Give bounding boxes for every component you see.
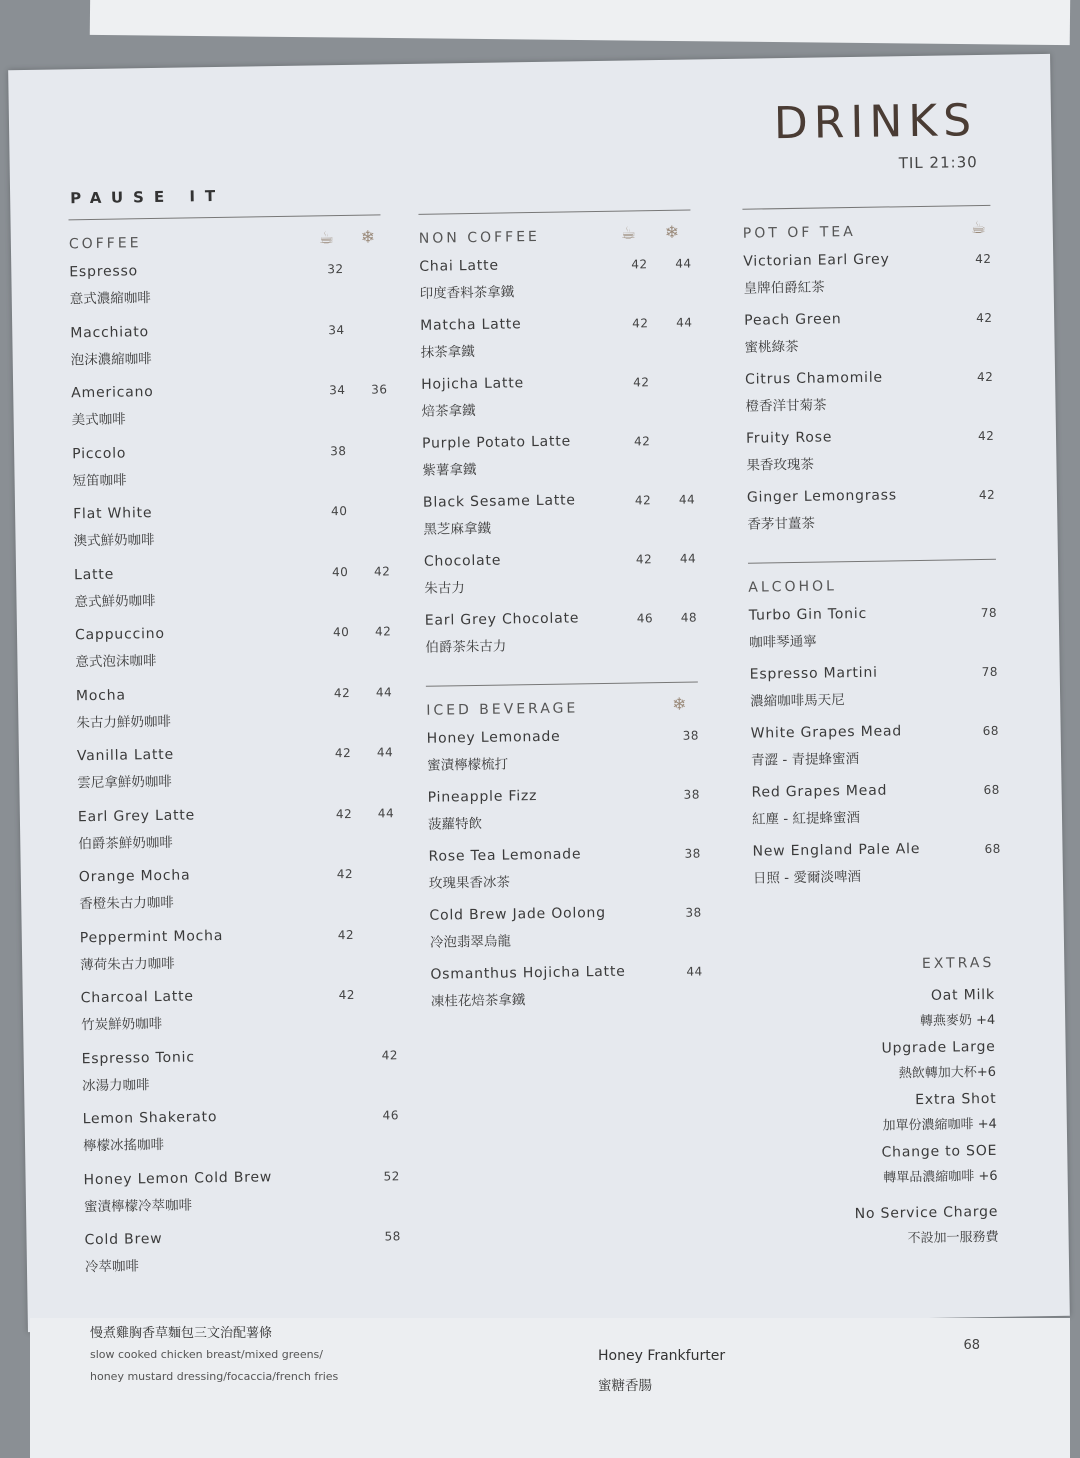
item-price: 38: [683, 787, 701, 802]
iced-price: 42: [381, 1047, 399, 1063]
item-name-zh: 伯爵茶朱古力: [425, 638, 507, 656]
food-item-name: Honey Frankfurter: [598, 1348, 726, 1364]
menu-item: [750, 659, 999, 722]
teapot-icon: ☕: [970, 217, 987, 239]
no-service-en: No Service Charge: [854, 1203, 999, 1223]
menu-item: [422, 428, 695, 491]
brand-logo: PAUSE IT: [70, 186, 226, 208]
alcohol-header: [748, 570, 996, 604]
item-name-zh: 澳式鮮奶咖啡: [73, 532, 155, 550]
menu-item: [71, 376, 388, 441]
menu-item: [70, 316, 383, 381]
item-name: Earl Grey Latte: [77, 806, 196, 825]
item-name-zh: 菠蘿特飲: [427, 815, 483, 833]
menu-item: [750, 718, 999, 781]
item-name: Lemon Shakerato: [82, 1109, 218, 1128]
menu-item: [743, 246, 992, 309]
extra-item: [736, 1091, 997, 1136]
item-name: Earl Grey Chocolate: [424, 610, 580, 629]
item-price: 42: [976, 310, 993, 326]
menu-item: [752, 836, 1001, 899]
iced-price: 44: [675, 256, 692, 271]
item-name-zh: 朱古力: [424, 580, 465, 597]
menu-item: [429, 899, 702, 962]
item-name: Charcoal Latte: [80, 988, 194, 1007]
iced-price: 44: [375, 684, 393, 700]
food-item-desc: honey mustard dressing/focaccia/french fries: [90, 1370, 339, 1383]
alcohol-list: [749, 600, 1002, 899]
divider: [69, 214, 381, 220]
item-name-zh: 香茅甘薑茶: [747, 515, 815, 533]
menu-item: [72, 437, 385, 502]
hot-price: 40: [331, 564, 349, 579]
item-name: White Grapes Mead: [750, 723, 903, 742]
hot-price: 42: [337, 927, 355, 942]
menu-item: [74, 618, 392, 683]
iced-beverage-header: [426, 693, 698, 727]
divider: [742, 205, 990, 210]
extra-item: [736, 1039, 997, 1084]
item-name: Citrus Chamomile: [744, 369, 884, 388]
item-name-zh: 短笛咖啡: [72, 471, 127, 489]
hot-price: 42: [334, 745, 352, 761]
item-name-zh: 伯爵茶鮮奶咖啡: [78, 834, 173, 852]
hot-price: 32: [327, 262, 344, 277]
extra-name: Upgrade Large: [881, 1038, 996, 1057]
menu-item: [79, 860, 392, 925]
pot-of-tea-list: [743, 246, 996, 545]
item-name: Black Sesame Latte: [422, 492, 576, 511]
item-name-zh: 青澀 - 青提蜂蜜酒: [750, 750, 860, 769]
coffee-header: [69, 225, 381, 260]
section-title: ICED BEVERAGE: [426, 700, 579, 719]
item-name-zh: 蜜漬檸檬冷萃咖啡: [83, 1197, 193, 1215]
iced-price: 44: [679, 551, 697, 566]
no-service-charge: [738, 1204, 999, 1249]
hot-cup-icon: ☕: [620, 223, 637, 244]
menu-item: [744, 305, 993, 368]
section-title: NON COFFEE: [418, 228, 540, 247]
menu-sheet: [8, 54, 1070, 1332]
item-name: Latte: [73, 566, 115, 583]
item-name: Peppermint Mocha: [79, 927, 224, 946]
item-name-zh: 泡沫濃縮咖啡: [70, 350, 152, 368]
iced-beverage-list: [427, 722, 704, 1021]
item-name-zh: 抹茶拿鐵: [420, 343, 475, 361]
non-coffee-column: [418, 210, 703, 1022]
item-name-zh: 凍桂花焙茶拿鐵: [430, 992, 526, 1010]
menu-item: [745, 364, 994, 427]
item-name-zh: 薄荷朱古力咖啡: [80, 955, 175, 973]
menu-item: [80, 921, 393, 986]
item-name-zh: 濃縮咖啡馬天尼: [750, 692, 845, 710]
menu-item: [81, 981, 394, 1046]
hot-price: 42: [633, 434, 651, 449]
item-price: 42: [977, 428, 995, 444]
item-name-zh: 紅塵 - 紅提蜂蜜酒: [751, 809, 861, 828]
food-item-desc: slow cooked chicken breast/mixed greens/: [90, 1348, 323, 1361]
item-name-zh: 日照 - 愛爾淡啤酒: [752, 868, 862, 887]
item-name-zh: 朱古力鮮奶咖啡: [76, 713, 172, 731]
iced-price: 48: [680, 610, 698, 625]
item-name: Chai Latte: [419, 257, 499, 275]
item-name-zh: 竹炭鮮奶咖啡: [81, 1015, 163, 1034]
item-name: Cappuccino: [74, 625, 165, 644]
menu-item: [69, 255, 382, 320]
item-price: 42: [975, 251, 992, 267]
item-name: Espresso Martini: [749, 664, 878, 683]
menu-item: [75, 679, 393, 744]
item-name-zh: 檸檬冰搖咖啡: [82, 1136, 165, 1155]
item-name: Americano: [71, 384, 154, 402]
section-title: COFFEE: [68, 235, 142, 253]
item-name: Matcha Latte: [420, 316, 522, 334]
extras-section: [734, 955, 999, 1260]
extra-name: Oat Milk: [930, 986, 995, 1004]
hot-price: 42: [635, 552, 653, 567]
menu-item: [427, 722, 700, 785]
item-name: Peach Green: [744, 311, 842, 329]
hot-cup-icon: ☕: [318, 228, 335, 249]
item-name-zh: 冷萃咖啡: [84, 1258, 140, 1276]
menu-item: [420, 310, 693, 373]
iced-price: 44: [676, 315, 693, 330]
section-title: ALCOHOL: [748, 578, 838, 596]
item-name-zh: 黑芝麻拿鐵: [423, 520, 492, 538]
extra-name-zh: 轉單品濃縮咖啡 +6: [883, 1168, 998, 1186]
menu-item: [747, 482, 996, 545]
menu-item: [423, 487, 696, 550]
item-price: 78: [980, 605, 998, 621]
item-price: 78: [981, 664, 999, 680]
snowflake-icon: ❄: [672, 694, 687, 715]
hot-price: 42: [338, 987, 356, 1003]
extra-item: [735, 987, 996, 1032]
menu-item: [73, 558, 391, 623]
menu-item: [83, 1163, 400, 1228]
item-price: 38: [682, 728, 700, 743]
hot-price: 40: [332, 624, 350, 640]
item-name: Rose Tea Lemonade: [428, 846, 582, 865]
menu-item: [427, 781, 700, 844]
closing-time: TIL 21:30: [898, 153, 978, 173]
item-name: Vanilla Latte: [76, 746, 175, 765]
tea-alcohol-column: [742, 205, 1001, 899]
item-name-zh: 意式濃縮咖啡: [69, 290, 151, 308]
item-name-zh: 焙茶拿鐵: [421, 402, 476, 420]
item-name: Purple Potato Latte: [421, 433, 572, 452]
hot-price: 42: [631, 257, 648, 272]
hot-price: 42: [333, 685, 351, 700]
extra-name-zh: 熱飲轉加大杯+6: [898, 1064, 997, 1082]
item-name: Cold Brew Jade Oolong: [429, 904, 606, 924]
menu-item: [73, 497, 386, 562]
item-name-zh: 意式泡沫咖啡: [75, 653, 157, 671]
item-price: 42: [976, 369, 994, 385]
iced-price: 46: [382, 1108, 400, 1123]
item-name: Victorian Earl Grey: [743, 251, 890, 270]
item-name: Piccolo: [72, 444, 127, 462]
extra-item: [737, 1143, 998, 1188]
snowflake-icon: ❄: [664, 222, 680, 243]
menu-item: [751, 777, 1000, 840]
extra-name-zh: 轉燕麥奶 +4: [919, 1012, 996, 1030]
no-service-zh: 不設加一服務費: [907, 1229, 999, 1247]
item-name-zh: 咖啡琴通寧: [749, 633, 817, 651]
menu-item: [746, 423, 995, 486]
item-name: Honey Lemon Cold Brew: [83, 1168, 273, 1188]
item-name: Macchiato: [70, 323, 150, 341]
pot-of-tea-header: [743, 216, 991, 250]
item-price: 44: [686, 964, 703, 979]
item-name-zh: 香橙朱古力咖啡: [79, 894, 174, 913]
item-name-zh: 紫薯拿鐵: [422, 461, 477, 479]
hot-price: 40: [331, 503, 348, 519]
iced-price: 42: [374, 624, 392, 639]
food-item-name-zh: 蜜糖香腸: [598, 1378, 652, 1394]
menu-item: [419, 251, 692, 314]
item-name-zh: 橙香洋甘菊茶: [745, 397, 827, 415]
non-coffee-header: [419, 221, 691, 255]
menu-item: [749, 600, 998, 663]
section-title: POT OF TEA: [742, 223, 856, 242]
item-price: 68: [982, 723, 1000, 739]
item-name-zh: 意式鮮奶咖啡: [74, 592, 156, 610]
iced-price: 52: [383, 1168, 400, 1184]
page-title: DRINKS: [773, 95, 978, 150]
item-name: Ginger Lemongrass: [746, 487, 898, 506]
menu-item: [76, 739, 394, 804]
extras-list: [735, 987, 998, 1188]
item-price: 38: [684, 846, 701, 861]
divider: [426, 682, 698, 687]
iced-price: 58: [384, 1229, 401, 1244]
item-name-zh: 美式咖啡: [71, 411, 126, 429]
menu-item: [424, 546, 697, 609]
menu-item: [428, 840, 701, 903]
hot-price: 34: [329, 383, 346, 398]
item-name: Chocolate: [423, 552, 502, 570]
hot-price: 42: [633, 375, 650, 390]
item-price: 68: [984, 841, 1001, 857]
menu-item: [425, 605, 698, 668]
iced-price: 44: [376, 745, 394, 760]
item-name: Orange Mocha: [78, 867, 191, 886]
menu-item: [421, 369, 694, 432]
item-name-zh: 雲尼拿鮮奶咖啡: [77, 773, 172, 792]
divider: [418, 210, 690, 215]
item-price: 42: [978, 487, 996, 503]
item-name: Hojicha Latte: [421, 375, 525, 393]
item-name: Fruity Rose: [745, 429, 833, 447]
item-name-zh: 印度香料茶拿鐵: [419, 284, 515, 302]
item-name: Pineapple Fizz: [427, 788, 538, 806]
hot-price: 42: [632, 316, 649, 331]
extra-name: Extra Shot: [915, 1090, 997, 1109]
iced-price: 42: [373, 563, 391, 579]
section-title: EXTRAS: [921, 954, 995, 973]
item-name: Flat White: [73, 505, 153, 523]
item-name: Cold Brew: [84, 1230, 163, 1249]
item-name-zh: 皇牌伯爵紅茶: [743, 279, 825, 297]
item-price: 38: [685, 905, 702, 920]
extra-name-zh: 加單份濃縮咖啡 +4: [882, 1116, 997, 1134]
item-name-zh: 蜜漬檸檬梳打: [427, 756, 509, 774]
non-coffee-list: [419, 251, 697, 668]
menu-item: [84, 1223, 401, 1288]
food-item-price: 68: [963, 1338, 980, 1353]
item-name: Honey Lemonade: [426, 728, 561, 747]
food-item-zh: 慢煮雞胸香草麵包三文治配薯條: [90, 1326, 273, 1341]
menu-item: [77, 800, 395, 865]
item-name-zh: 冰湯力咖啡: [81, 1076, 150, 1094]
hot-price: 42: [634, 493, 652, 508]
hot-price: 46: [636, 611, 654, 626]
item-name: Osmanthus Hojicha Latte: [430, 963, 626, 983]
menu-item: [81, 1042, 399, 1107]
coffee-list: [69, 255, 401, 1288]
hot-price: 42: [335, 806, 353, 821]
snowflake-icon: ❄: [360, 227, 376, 248]
hot-price: 38: [330, 443, 347, 458]
divider: [748, 559, 996, 564]
top-paper-edge: [90, 0, 1070, 45]
menu-item: [82, 1102, 400, 1167]
item-name: Red Grapes Mead: [751, 782, 888, 801]
coffee-column: [68, 214, 401, 1288]
item-price: 68: [983, 782, 1000, 798]
item-name-zh: 玫瑰果香冰茶: [428, 874, 511, 892]
item-name: Turbo Gin Tonic: [748, 605, 868, 624]
item-name: Mocha: [75, 686, 126, 704]
item-name-zh: 冷泡翡翠烏龍: [429, 933, 512, 951]
menu-item: [430, 958, 703, 1021]
item-name-zh: 蜜桃綠茶: [744, 338, 799, 356]
item-name: New England Pale Ale: [752, 841, 921, 860]
iced-price: 44: [678, 492, 696, 507]
bottom-food-sheet: [30, 1318, 1070, 1458]
item-name: Espresso: [69, 263, 139, 281]
hot-price: 42: [336, 866, 354, 882]
iced-price: 44: [377, 805, 395, 821]
hot-price: 34: [328, 322, 345, 337]
item-name-zh: 果香玫瑰茶: [746, 456, 815, 474]
extra-name: Change to SOE: [881, 1142, 998, 1161]
item-name: Espresso Tonic: [81, 1048, 195, 1067]
iced-price: 36: [371, 382, 388, 397]
